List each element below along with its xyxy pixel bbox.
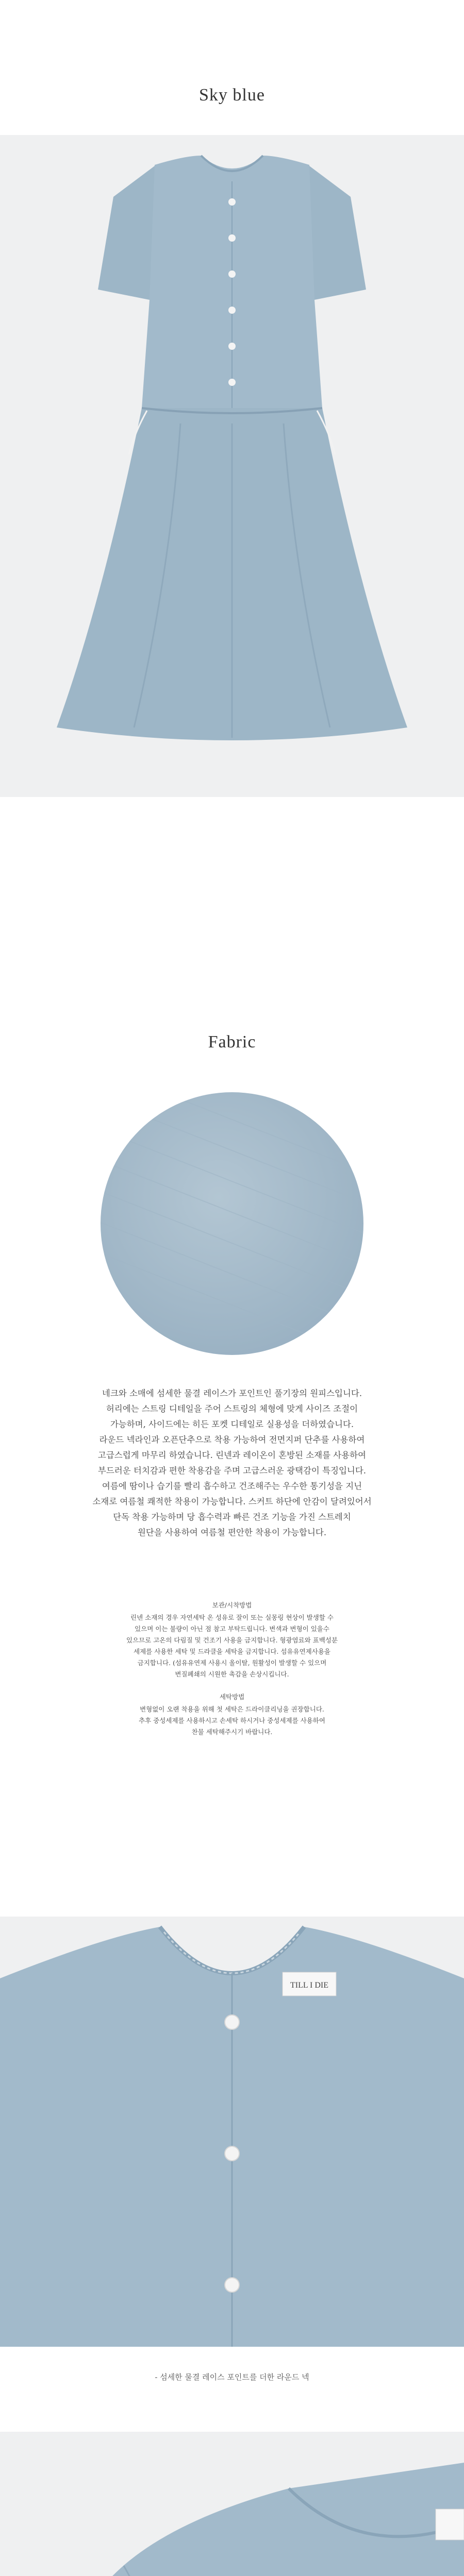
neck-detail-photo [0, 1917, 464, 2347]
wash-line: 추후 중성세제를 사용하시고 손세탁 하시거나 중성세제를 사용하여 [139, 1717, 325, 1724]
fabric-swatch [0, 1090, 464, 1358]
storage-title: 보관/시착방법 [212, 1601, 252, 1609]
product-description [31, 1386, 433, 1540]
storage-line: 금지합니다. (섬유유연제 사용시 올이탈, 원활성이 발생할 수 있으며 [137, 1659, 327, 1667]
storage-line: 변질폐쇄의 시원한 촉감을 손상시킵니다. [175, 1670, 289, 1678]
color-section-title: Sky blue [199, 86, 265, 105]
storage-line: 린넨 소재의 경우 자연세탁 온 성유로 잘이 또는 실몽링 현상이 발생할 수 [130, 1614, 334, 1621]
description-line: 여름에 땀이나 습기를 빨리 흡수하고 건조해주는 우수한 통기성을 지닌 [102, 1481, 362, 1491]
description-line: 고급스럽게 마무리 하였습니다. 린넨과 레이온이 혼방된 소재를 사용하여 [97, 1450, 367, 1460]
brand-tag: TILL I DIE [290, 1981, 329, 1990]
description-line: 원단을 사용하여 여름철 편안한 착용이 가능합니다. [137, 1528, 327, 1537]
wash-line: 변형없이 오랜 착용을 위해 첫 세탁은 드라이클리닝을 권장합니다. [140, 1705, 324, 1713]
storage-line: 있으며 이는 불량이 아닌 점 참고 부탁드립니다. 변색과 변형이 있을수 [135, 1625, 329, 1633]
description-line: 라운드 넥라인과 오픈단추으로 착용 가능하여 전면지퍼 단추를 사용하여 [99, 1435, 365, 1445]
fabric-section-title: Fabric [208, 1032, 256, 1052]
neck-caption: - 섬세한 물결 레이스 포인트를 더한 라운드 넥 [155, 2372, 309, 2382]
shoulder-detail-photo [0, 2432, 464, 2576]
dress-front-photo [0, 135, 464, 797]
description-line: 부드러운 터치감과 편한 착용감을 주며 고급스러운 광택감이 특징입니다. [97, 1466, 367, 1476]
storage-line: 세제를 사용한 세탁 및 드라클을 세탁을 금지합니다. 섬유유연제사용을 [134, 1648, 330, 1655]
wash-line: 찬물 세탁해주시기 바랍니다. [191, 1728, 273, 1736]
wash-title: 세탁방법 [219, 1693, 245, 1701]
care-instructions [31, 1600, 433, 1738]
description-line: 소재로 여름철 쾌적한 착용이 가능합니다. 스커트 하단에 안감이 달려있어서 [92, 1497, 372, 1506]
storage-line: 있으므로 고온의 다림질 및 건조기 사용을 금지합니다. 형광염료와 표백성분 [126, 1636, 338, 1644]
description-line: 네크와 소매에 섬세한 물결 레이스가 포인트인 풀기장의 원피스입니다. [102, 1388, 362, 1398]
description-line: 가능하며, 사이드에는 히든 포켓 디테일로 실용성을 더하였습니다. [110, 1419, 354, 1429]
description-line: 허리에는 스트링 디테일을 주어 스트링의 체형에 맞게 사이즈 조절이 [106, 1404, 358, 1414]
description-line: 단독 착용 가능하며 당 흡수력과 빠른 건조 기능을 가진 스트레치 [113, 1512, 351, 1522]
